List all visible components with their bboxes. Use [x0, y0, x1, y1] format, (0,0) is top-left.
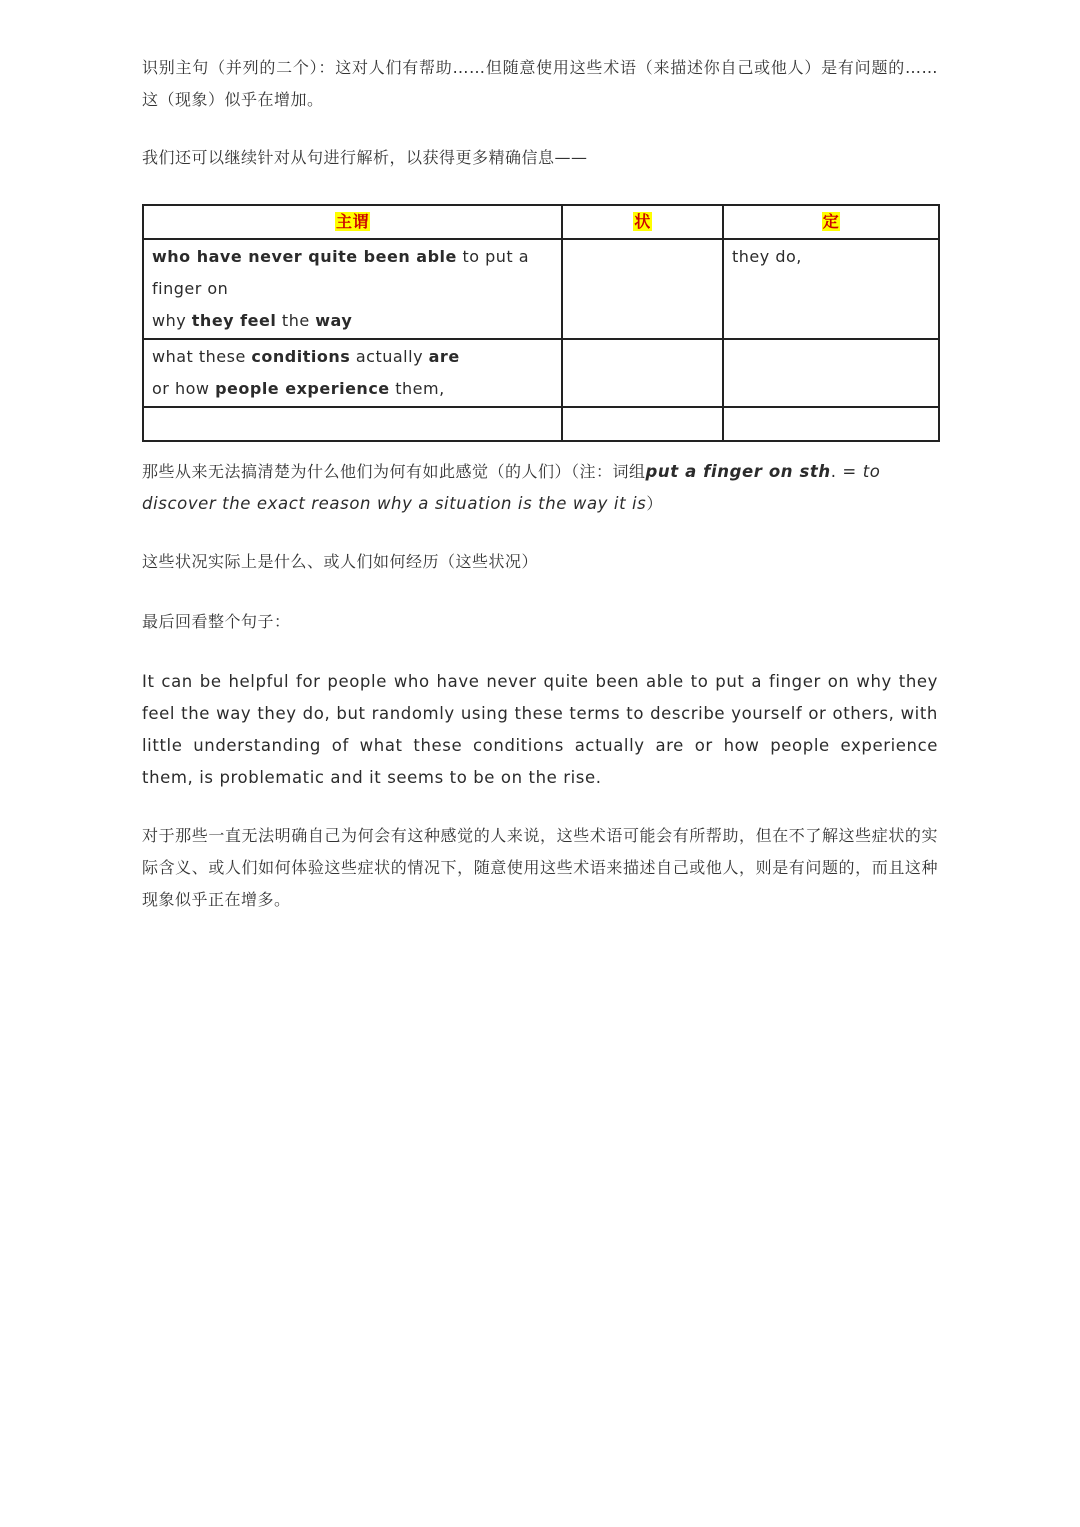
row2-adverbial-cell — [562, 339, 723, 407]
row3-attributive-cell — [723, 407, 939, 441]
row1-subject-predicate-cell — [143, 239, 562, 339]
translation-paragraph: 对于那些一直无法明确自己为何会有这种感觉的人来说，这些术语可能会有所帮助，但在不了解这些症状的实际含义、或人们如何体验这些症状的情况下，随意使用这些术语来描述自己或他人，则是有问题的，而且这种现象似乎正在增多。 — [142, 826, 938, 909]
table-row — [143, 407, 939, 441]
row1-attributive-cell: they do, — [723, 239, 939, 339]
english-sentence-paragraph: It can be helpful for people who have never quite been able to put a finger on why they feel the way they do, but randomly using these terms to describe yourself or others, with little understanding of what these conditions actually are or how people experience them, is problematic and it seems to be on the rise. — [142, 672, 938, 787]
header-subject-predicate: 主谓 — [143, 205, 562, 239]
row3-subject-predicate-cell — [143, 407, 562, 441]
table-row — [143, 339, 939, 407]
document-content — [142, 52, 938, 916]
row2-subject-predicate-cell — [143, 339, 562, 407]
row1-line3: why they feel the way — [152, 311, 353, 330]
conditions-paragraph: 这些状况实际上是什么、或人们如何经历（这些状况） — [142, 552, 539, 571]
clause-analysis-table — [142, 204, 940, 442]
header-adverbial: 状 — [562, 205, 723, 239]
row1-line1: who have never quite been able to put a — [152, 247, 530, 266]
header-attributive: 定 — [723, 205, 939, 239]
table-row — [143, 239, 939, 339]
intro-paragraph: 识别主句（并列的二个）：这对人们有帮助……但随意使用这些术语（来描述你自己或他人）是有问题的……这（现象）似乎在增加。 — [142, 58, 938, 109]
row3-adverbial-cell — [562, 407, 723, 441]
table-header-row — [143, 205, 939, 239]
row2-attributive-cell — [723, 339, 939, 407]
continue-paragraph: 我们还可以继续针对从句进行解析，以获得更多精确信息—— — [142, 148, 588, 167]
look-back-paragraph: 最后回看整个句子： — [142, 612, 291, 631]
row2-line2: or how people experience them, — [152, 379, 445, 398]
row1-line2: finger on — [152, 279, 229, 298]
row1-adverbial-cell — [562, 239, 723, 339]
note-paragraph: 那些从来无法搞清楚为什么他们为何有如此感觉（的人们）（注：词组put a finger on sth. = to discover the exact reason why a situation is the way it is） — [142, 462, 881, 513]
row2-line1: what these conditions actually are — [152, 347, 460, 366]
